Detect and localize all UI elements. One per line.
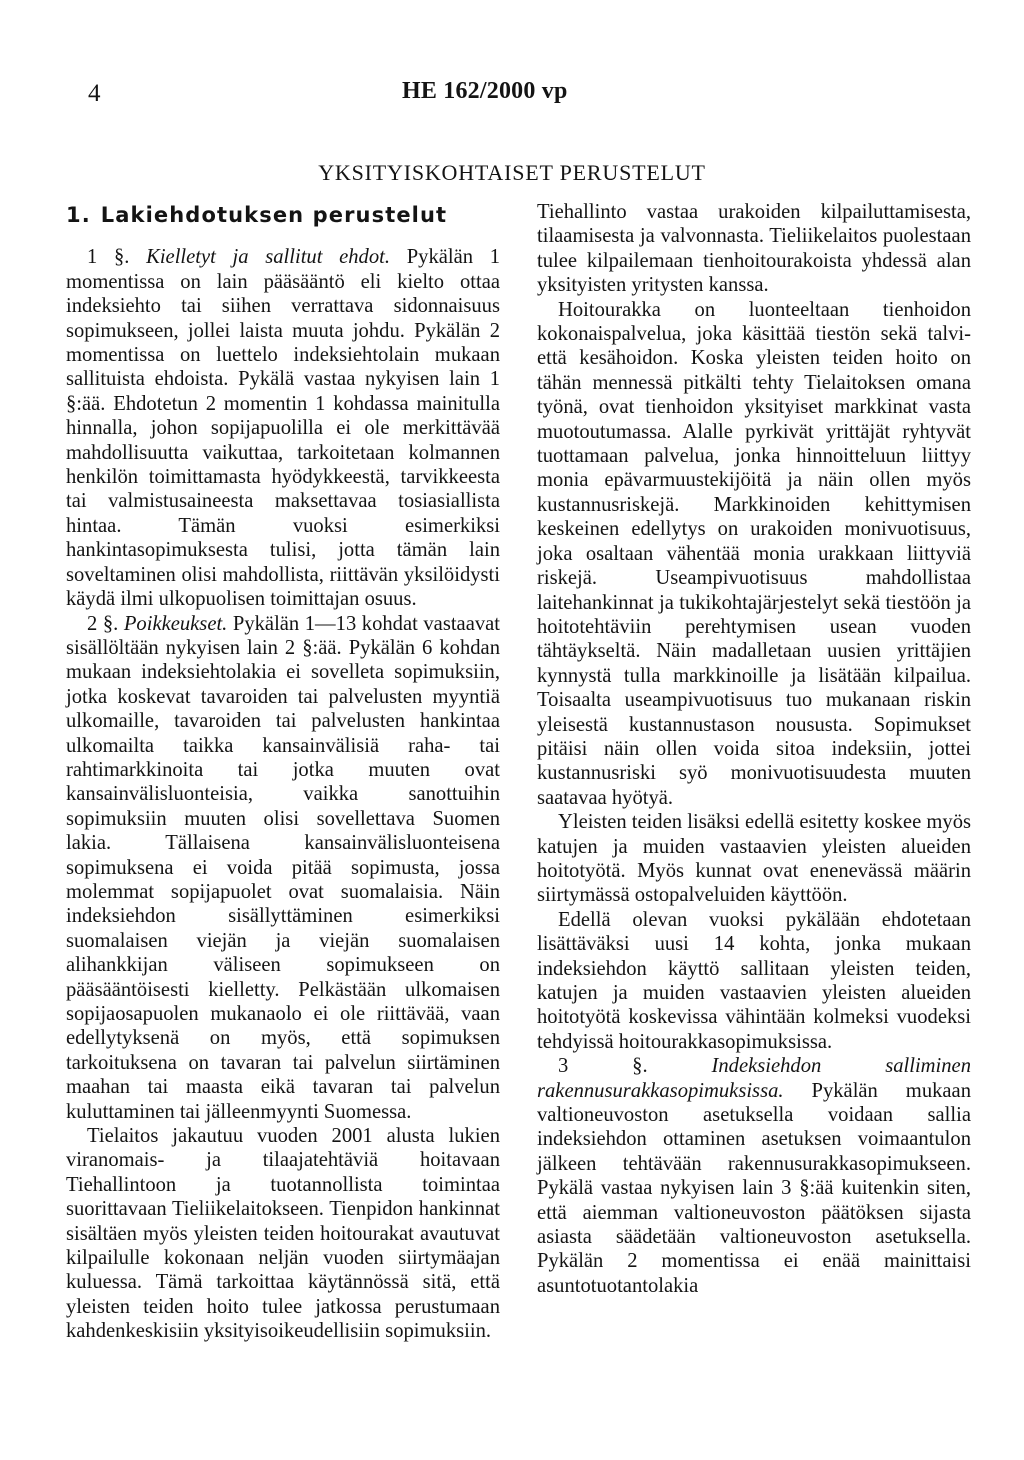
paragraph-tiehallinto: Tiehallinto vastaa urakoiden kilpailuttamisesta, tilaamisesta ja valvonnasta. Tieliikelaitos puolestaan tulee kilpailemaan tienhoitourakoista yhdessä alan yksityisten yritysten kanssa. [537,201,971,297]
paragraph-text: Pykälän mukaan valtioneuvoston asetuksella voidaan sallia indeksiehdon ottaminen asetuksen voimaantulon jälkeen tehtävään rakennusurakkasopimukseen. Pykälä vastaa nykyisen lain 3 §:ää kuitenkin siten, että aiemman valtioneuvoston päätöksen sijasta asiasta säädetään valtioneuvoston asetuksella. Pykälän 2 momentissa ei enää mainittaisi asuntotuotantolakia [537,1079,971,1297]
chapter-title: Lakiehdotuksen perustelut [100,203,448,227]
chapter-heading [66,203,500,227]
section-number: 2 §. [87,612,119,635]
section-title: Poikkeukset. [123,612,228,635]
paragraph-section-1 [66,245,500,611]
section-title: YKSITYISKOHTAISET PERUSTELUT [318,160,706,185]
paragraph-14-kohta: Edellä olevan vuoksi pykälään ehdotetaan lisättäväksi uusi 14 kohta, jonka mukaan indeksiehdon käyttö sallitaan yleisten teiden, katujen ja muiden vastaavien yleisten alueiden hoitotyötä koskevissa vähintään kolmeksi vuodeksi tehdyissä hoitourakkasopimuksissa. [537,908,971,1053]
paragraph-section-2 [66,612,500,1125]
section-number: 3 §. [558,1055,648,1078]
paragraph-text: Pykälän 1—13 kohdat vastaavat sisällöltään nykyisen lain 2 §:ää. Pykälän 6 kohdan mukaan indeksiehtolakia ei sovelleta sopimuksiin, jotka koskevat tavaroiden tai palvelusten myyntiä ulkomaille, tavaroiden tai palvelusten hankintaa ulkomailta taikka kansainvälisiä raha- tai rahtimarkkinoita tai jotka muuten ovat kansainvälisluonteisia, vaikka sanottuihin sopimuksiin muuten olisi sovellettava Suomen lakia. Tällaisena kansainvälisluonteisena sopimuksena ei voida pitää sopimusta, jossa molemmat sopijapuolet ovat suomalaisia. Näin indeksiehdon sisällyttäminen esimerkiksi suomalaisen viejän ja viejän suomalaisen alihankkijan väliseen sopimukseen on pääsääntöisesti kielletty. Pelkästään ulkomaisen sopijaosapuolen mukanaolo ei ole riittävää, vaan edellytyksenä on myös, että sopimuksen tarkoituksena on tavaran tai palvelun siirtäminen maahan tai maasta eikä tavaran tai palvelun kuluttaminen tai jälleenmyynti Suomessa. [66,612,500,1123]
section-title: Kielletyt ja sallitut ehdot. [146,246,391,269]
chapter-number: 1. [66,203,91,227]
left-column [66,200,500,1344]
paragraph-section-3 [537,1054,971,1298]
section-number: 1 §. [87,246,130,269]
page-number: 4 [88,80,101,107]
running-head: HE 162/2000 vp [402,78,568,104]
right-column [537,200,971,1298]
paragraph-hoitourakka: Hoitourakka on luonteeltaan tienhoidon kokonaispalvelua, joka käsittää tiestön sekä talvi- että kesähoidon. Koska yleisten teiden hoito on tähän mennessä pitkälti tehty Tielaitoksen omana työnä, ovat tienhoidon yksityiset markkinat vasta muotoutumassa. Alalle pyrkivät yrittäjät ryhtyvät tuottamaan palvelua, jonka hinnoitteluun liittyy monia epävarmuustekijöitä ja näin ollen myös kustannusriskejä. Markkinoiden kehittymisen keskeinen edellytys on urakoiden monivuotisuus, joka osaltaan vähentää monia urakkaan liittyviä riskejä. Useampivuotisuus mahdollistaa laitehankinnat ja tukikohtajärjestelyt sekä tiestöön ja hoitotehtäviin perehtymisen usean vuoden tähtäykseltä. Näin madalletaan uusien yrittäjien kynnystä tulla markkinoille ja lisätään kilpailua. Toisaalta useampivuotisuus tuo mukanaan riskin yleisestä kustannustason noususta. Sopimukset pitäisi näin ollen voida sitoa indeksiin, jottei kustannusriski syö monivuotisuudesta muuten saatavaa hyötyä. [537,298,971,809]
paragraph-yleisten-teiden: Yleisten teiden lisäksi edellä esitetty koskee myös katujen ja muiden vastaavien yleisten alueiden hoitotyötä. Myös kunnat ovat enenevässä määrin siirtymässä ostopalveluiden käyttöön. [537,811,971,907]
section-title: Indeksiehdon salliminen rakennusurakkasopimuksissa. [537,1055,971,1102]
paragraph-text: Pykälän 1 momentissa on lain pääsääntö eli kielto ottaa indeksiehto tai siihen verrattava sidonnaisuus sopimukseen, jollei laista muuta johdu. Pykälän 2 momentissa on luettelo indeksiehtolain mukaan sallituista ehdoista. Pykälä vastaa nykyisen lain 1 §:ää. Ehdotetun 2 momentin 1 kohdassa mainitulla hinnalla, johon sopijapuolilla ei ole merkittävää mahdollisuutta vaikuttaa, tarkoitetaan kolmannen henkilön toimittamasta hyödykkeestä, tarvikkeesta tai valmistusaineesta maksettavaa tosiasiallista hintaa. Tämän vuoksi esimerkiksi hankintasopimuksesta tulisi, jotta tämän lain soveltaminen olisi mahdollista, riittävän yksilöidysti käydä ilmi ulkopuolisen toimittajan osuus. [66,246,500,611]
paragraph-tielaitos: Tielaitos jakautuu vuoden 2001 alusta lukien viranomais- ja tilaajatehtäviä hoitavaan Tiehallintoon ja tuotannollista toimintaa suorittavaan Tieliikelaitokseen. Tienpidon hankinnat sisältäen myös yleisten teiden hoitourakat avautuvat kilpailulle kokonaan neljän vuoden siirtymäajan kuluessa. Tämä tarkoittaa käytännössä sitä, että yleisten teiden hoito tulee jatkossa perustumaan kahdenkeskisiin yksityisoikeudellisiin sopimuksiin. [66,1125,500,1343]
